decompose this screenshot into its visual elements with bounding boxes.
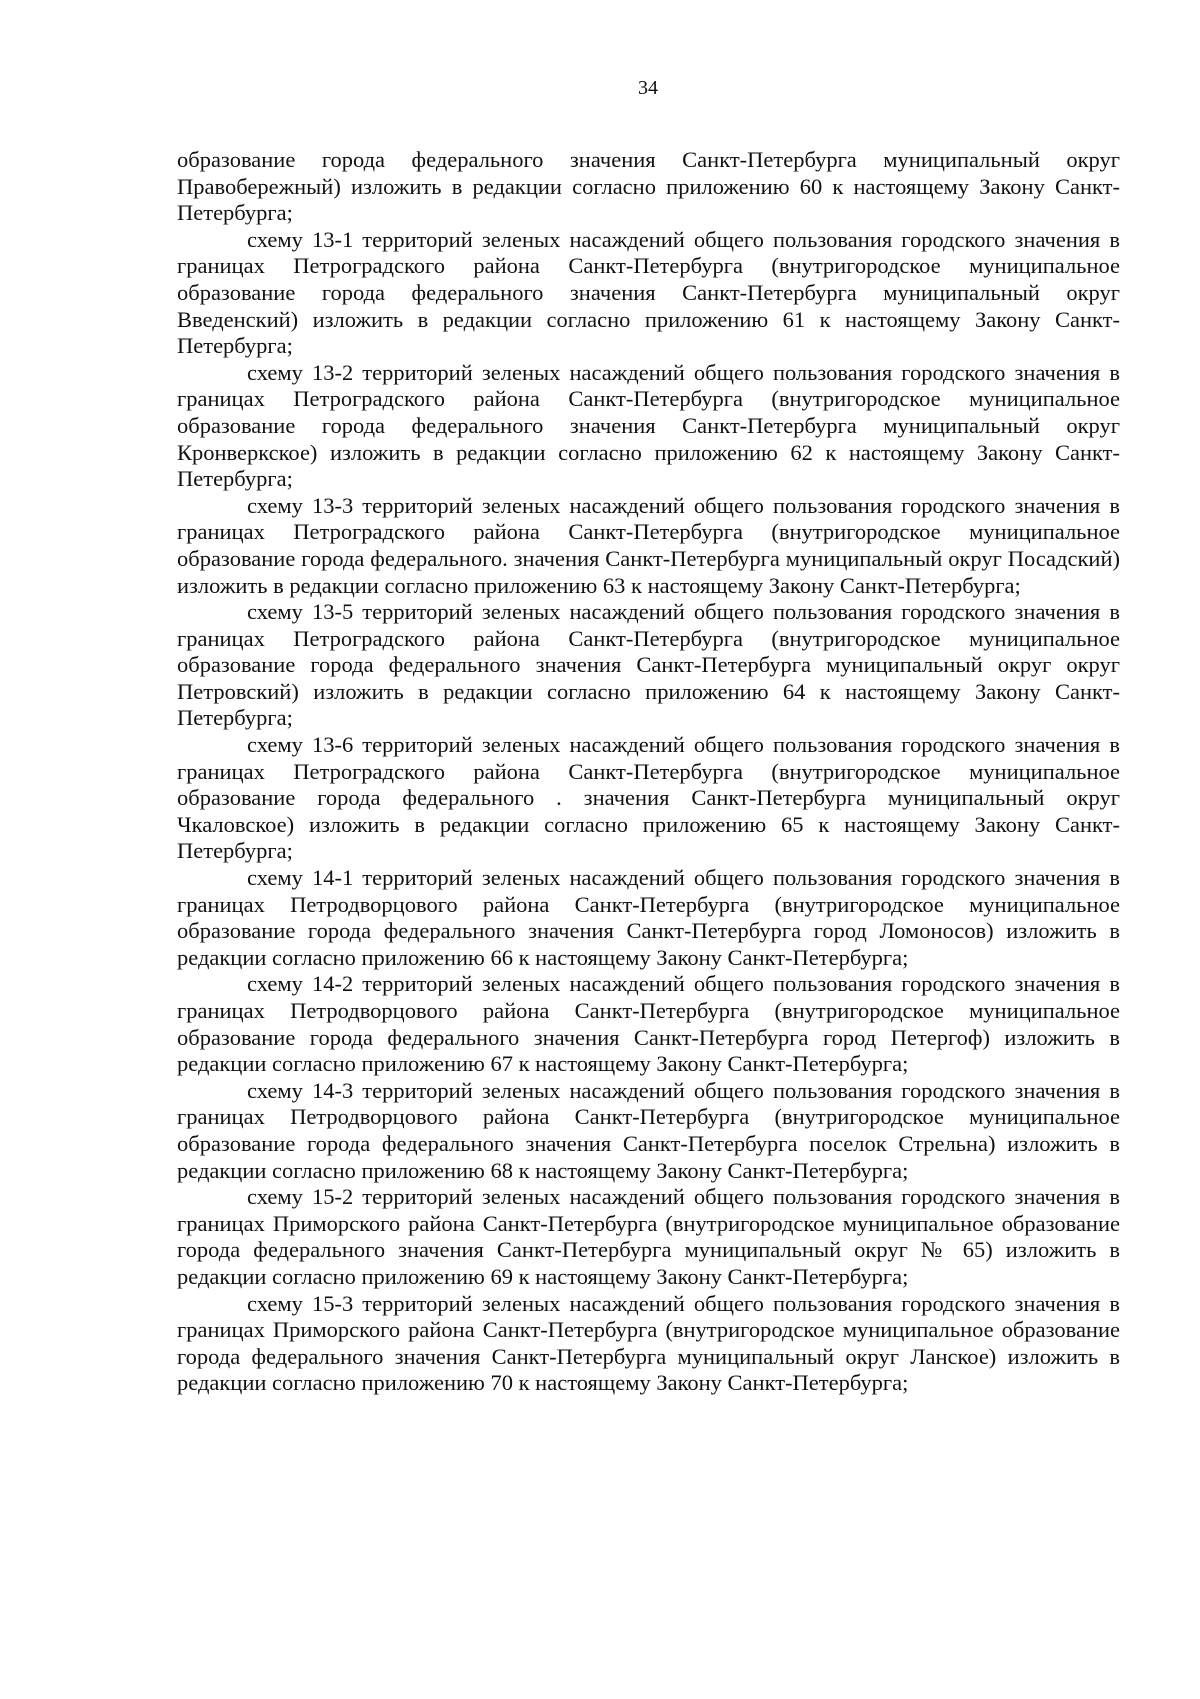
paragraph-scheme-13-1: схему 13-1 территорий зеленых насаждений общего пользования городского значения в границах Петроградского района Санкт-Петербурга (внутригородское муниципальное образование города федерального значения Санкт-Петербурга муниципальный округ Введенский) изложить в редакции согласно приложению 61 к настоящему Закону Санкт-Петербурга; [177,226,1120,359]
paragraph-scheme-15-3: схему 15-3 территорий зеленых насаждений общего пользования городского значения в границах Приморского района Санкт-Петербурга (внутригородское муниципальное образование города федерального значения Санкт-Петербурга муниципальный округ Ланское) изложить в редакции согласно приложению 70 к настоящему Закону Санкт-Петербурга; [177,1290,1120,1396]
paragraph-continuation: образование города федерального значения Санкт-Петербурга муниципальный округ Правобережный) изложить в редакции согласно приложению 60 к настоящему Закону Санкт-Петербурга; [177,147,1120,226]
document-body [177,147,1120,1397]
paragraph-scheme-13-5: схему 13-5 территорий зеленых насаждений общего пользования городского значения в границах Петроградского района Санкт-Петербурга (внутригородское муниципальное образование города федерального значения Санкт-Петербурга муниципальный округ округ Петровский) изложить в редакции согласно приложению 64 к настоящему Закону Санкт-Петербурга; [177,599,1120,731]
paragraph-scheme-14-1: схему 14-1 территорий зеленых насаждений общего пользования городского значения в границах Петродворцового района Санкт-Петербурга (внутригородское муниципальное образование города федерального значения Санкт-Петербурга город Ломоносов) изложить в редакции согласно приложению 66 к настоящему Закону Санкт-Петербурга; [177,865,1120,970]
paragraph-scheme-14-3: схему 14-3 территорий зеленых насаждений общего пользования городского значения в границах Петродворцового района Санкт-Петербурга (внутригородское муниципальное образование города федерального значения Санкт-Петербурга поселок Стрельна) изложить в редакции согласно приложению 68 к настоящему Закону Санкт-Петербурга; [177,1077,1120,1183]
paragraph-scheme-13-3: схему 13-3 территорий зеленых насаждений общего пользования городского значения в границах Петроградского района Санкт-Петербурга (внутригородское муниципальное образование города федерального. значения Санкт-Петербурга муниципальный округ Посадский) изложить в редакции согласно приложению 63 к настоящему Закону Санкт-Петербурга; [177,492,1120,598]
paragraph-scheme-13-2: схему 13-2 территорий зеленых насаждений общего пользования городского значения в границах Петроградского района Санкт-Петербурга (внутригородское муниципальное образование города федерального значения Санкт-Петербурга муниципальный округ Кронверкское) изложить в редакции согласно приложению 62 к настоящему Закону Санкт-Петербурга; [177,359,1120,492]
paragraph-scheme-15-2: схему 15-2 территорий зеленых насаждений общего пользования городского значения в границах Приморского района Санкт-Петербурга (внутригородское муниципальное образование города федерального значения Санкт-Петербурга муниципальный округ № 65) изложить в редакции согласно приложению 69 к настоящему Закону Санкт-Петербурга; [177,1184,1120,1289]
page-number: 34 [638,77,658,99]
paragraph-scheme-13-6: схему 13-6 территорий зеленых насаждений общего пользования городского значения в границах Петроградского района Санкт-Петербурга (внутригородское муниципальное образование города федерального . значения Санкт-Петербурга муниципальный округ Чкаловское) изложить в редакции согласно приложению 65 к настоящему Закону Санкт-Петербурга; [177,732,1120,864]
paragraph-scheme-14-2: схему 14-2 территорий зеленых насаждений общего пользования городского значения в границах Петродворцового района Санкт-Петербурга (внутригородское муниципальное образование города федерального значения Санкт-Петербурга город Петергоф) изложить в редакции согласно приложению 67 к настоящему Закону Санкт-Петербурга; [177,971,1120,1077]
